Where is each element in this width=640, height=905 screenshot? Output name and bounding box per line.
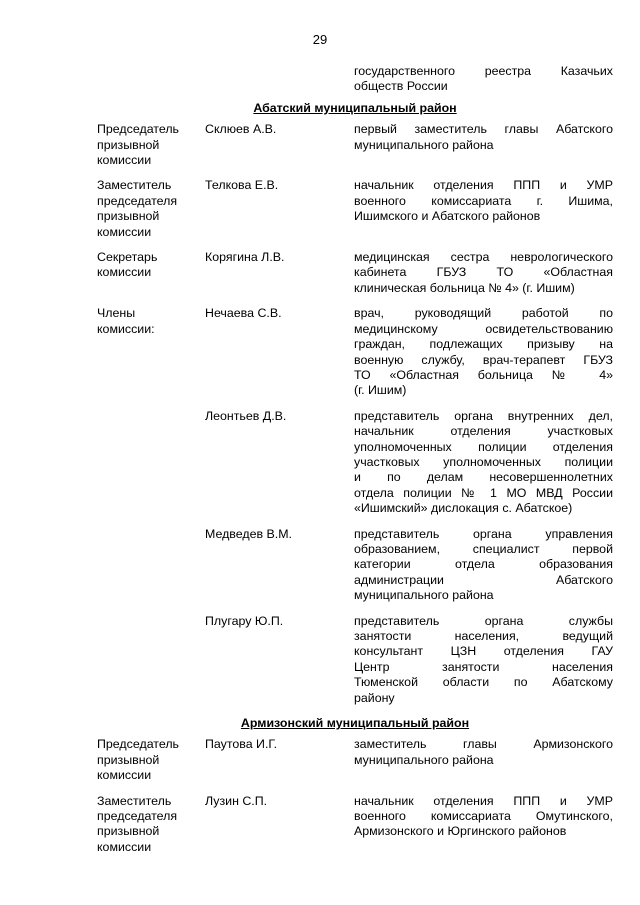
commission-member-row [97, 737, 613, 783]
continuation-line: государственного реестра Казачьих [354, 64, 613, 78]
position-line: представитель органа управления [354, 526, 613, 541]
position-line: представитель органа службы [354, 613, 613, 628]
position-line: заместитель главы Армизонского [354, 737, 613, 752]
member-position [354, 409, 613, 517]
position-line: муниципального района [354, 137, 494, 152]
position-line: администрации Абатского [354, 572, 613, 587]
position-line: уполномоченных полиции отделения [354, 439, 613, 454]
position-line: муниципального района [354, 588, 494, 603]
member-name: Корягина Л.В. [205, 250, 285, 265]
member-position [354, 250, 613, 296]
position-line: начальник отделения участковых [354, 424, 613, 439]
position-line: представитель органа внутренних дел, [354, 408, 613, 423]
commission-member-row [97, 409, 613, 517]
district-heading: Абатский муниципальный район [253, 100, 457, 115]
commission-member-row [97, 306, 613, 398]
position-line: «Ишимский» дислокация с. Абатское) [354, 501, 573, 516]
position-line: категории отдела образования [354, 557, 613, 572]
position-line: медицинскому освидетельствованию [354, 321, 613, 336]
position-line: Тюменской области по Абатскому [354, 675, 613, 690]
position-line: медицинская сестра неврологического [354, 250, 613, 265]
member-role [97, 614, 205, 706]
member-position [354, 527, 613, 604]
position-line: начальник отделения ППП и УМР [354, 178, 613, 193]
position-line: району [354, 690, 395, 705]
commission-member-row [97, 614, 613, 706]
position-line: врач, руководящий работой по [354, 306, 613, 321]
continuation-text [354, 64, 613, 95]
position-line: (г. Ишим) [354, 383, 407, 398]
member-role: Председатель призывной комиссии [97, 122, 180, 168]
position-line: ТО «Областная больница № 4» [354, 367, 613, 382]
member-name: Леонтьев Д.В. [205, 408, 287, 423]
continuation-line: обществ России [354, 79, 448, 94]
position-line: военного комиссариата Омутинского, [354, 809, 613, 824]
member-name: Паутова И.Г. [205, 737, 278, 752]
position-line: клиническая больница № 4» (г. Ишим) [354, 280, 575, 295]
member-name: Лузин С.П. [205, 793, 268, 808]
commission-member-row [97, 178, 613, 240]
position-line: военного комиссариата г. Ишима, [354, 193, 613, 208]
member-name: Плугару Ю.П. [205, 613, 284, 628]
commission-member-row [97, 794, 613, 856]
member-name: Медведев В.М. [205, 526, 292, 541]
member-position [354, 794, 613, 856]
position-line: Центр занятости населения [354, 659, 613, 674]
position-line: Ишимского и Абатского районов [354, 209, 541, 224]
position-line: консультант ЦЗН отделения ГАУ [354, 644, 613, 659]
document-body [97, 64, 613, 865]
member-name: Телкова Е.В. [205, 178, 279, 193]
position-line: занятости населения, ведущий [354, 629, 613, 643]
member-role: Заместитель председателя призывной комиссии [97, 178, 178, 239]
commission-member-row [97, 527, 613, 604]
page-number: 29 [312, 32, 328, 47]
position-line: образованием, специалист первой [354, 541, 613, 556]
district-heading: Армизонский муниципальный район [240, 716, 470, 731]
member-role: Заместитель председателя призывной комиссии [97, 793, 178, 854]
commission-member-row [97, 250, 613, 296]
member-position [354, 122, 613, 168]
position-line: кабинета ГБУЗ ТО «Областная [354, 265, 613, 280]
position-line: граждан, подлежащих призыву на [354, 337, 613, 352]
position-line: участковых уполномоченных полиции [354, 454, 613, 469]
position-line: муниципального района [354, 752, 494, 767]
member-role: Члены комиссии: [97, 306, 155, 336]
member-position [354, 737, 613, 783]
position-line: отдела полиции № 1 МО МВД России [354, 485, 613, 500]
member-name: Склюев А.В. [205, 122, 277, 137]
member-role [97, 409, 205, 517]
position-line: и по делам несовершеннолетних [354, 470, 613, 485]
member-name: Нечаева С.В. [205, 306, 282, 321]
position-line: первый заместитель главы Абатского [354, 122, 613, 137]
position-line: военную службу, врач-терапевт ГБУЗ [354, 352, 613, 367]
member-position [354, 614, 613, 706]
position-line: начальник отделения ППП и УМР [354, 793, 613, 808]
member-role [97, 527, 205, 604]
sections [97, 101, 613, 855]
member-position [354, 306, 613, 398]
commission-member-row [97, 122, 613, 168]
member-position [354, 178, 613, 240]
member-role: Председатель призывной комиссии [97, 737, 180, 783]
position-line: Армизонского и Юргинского районов [354, 824, 567, 839]
member-role: Секретарь комиссии [97, 250, 158, 280]
